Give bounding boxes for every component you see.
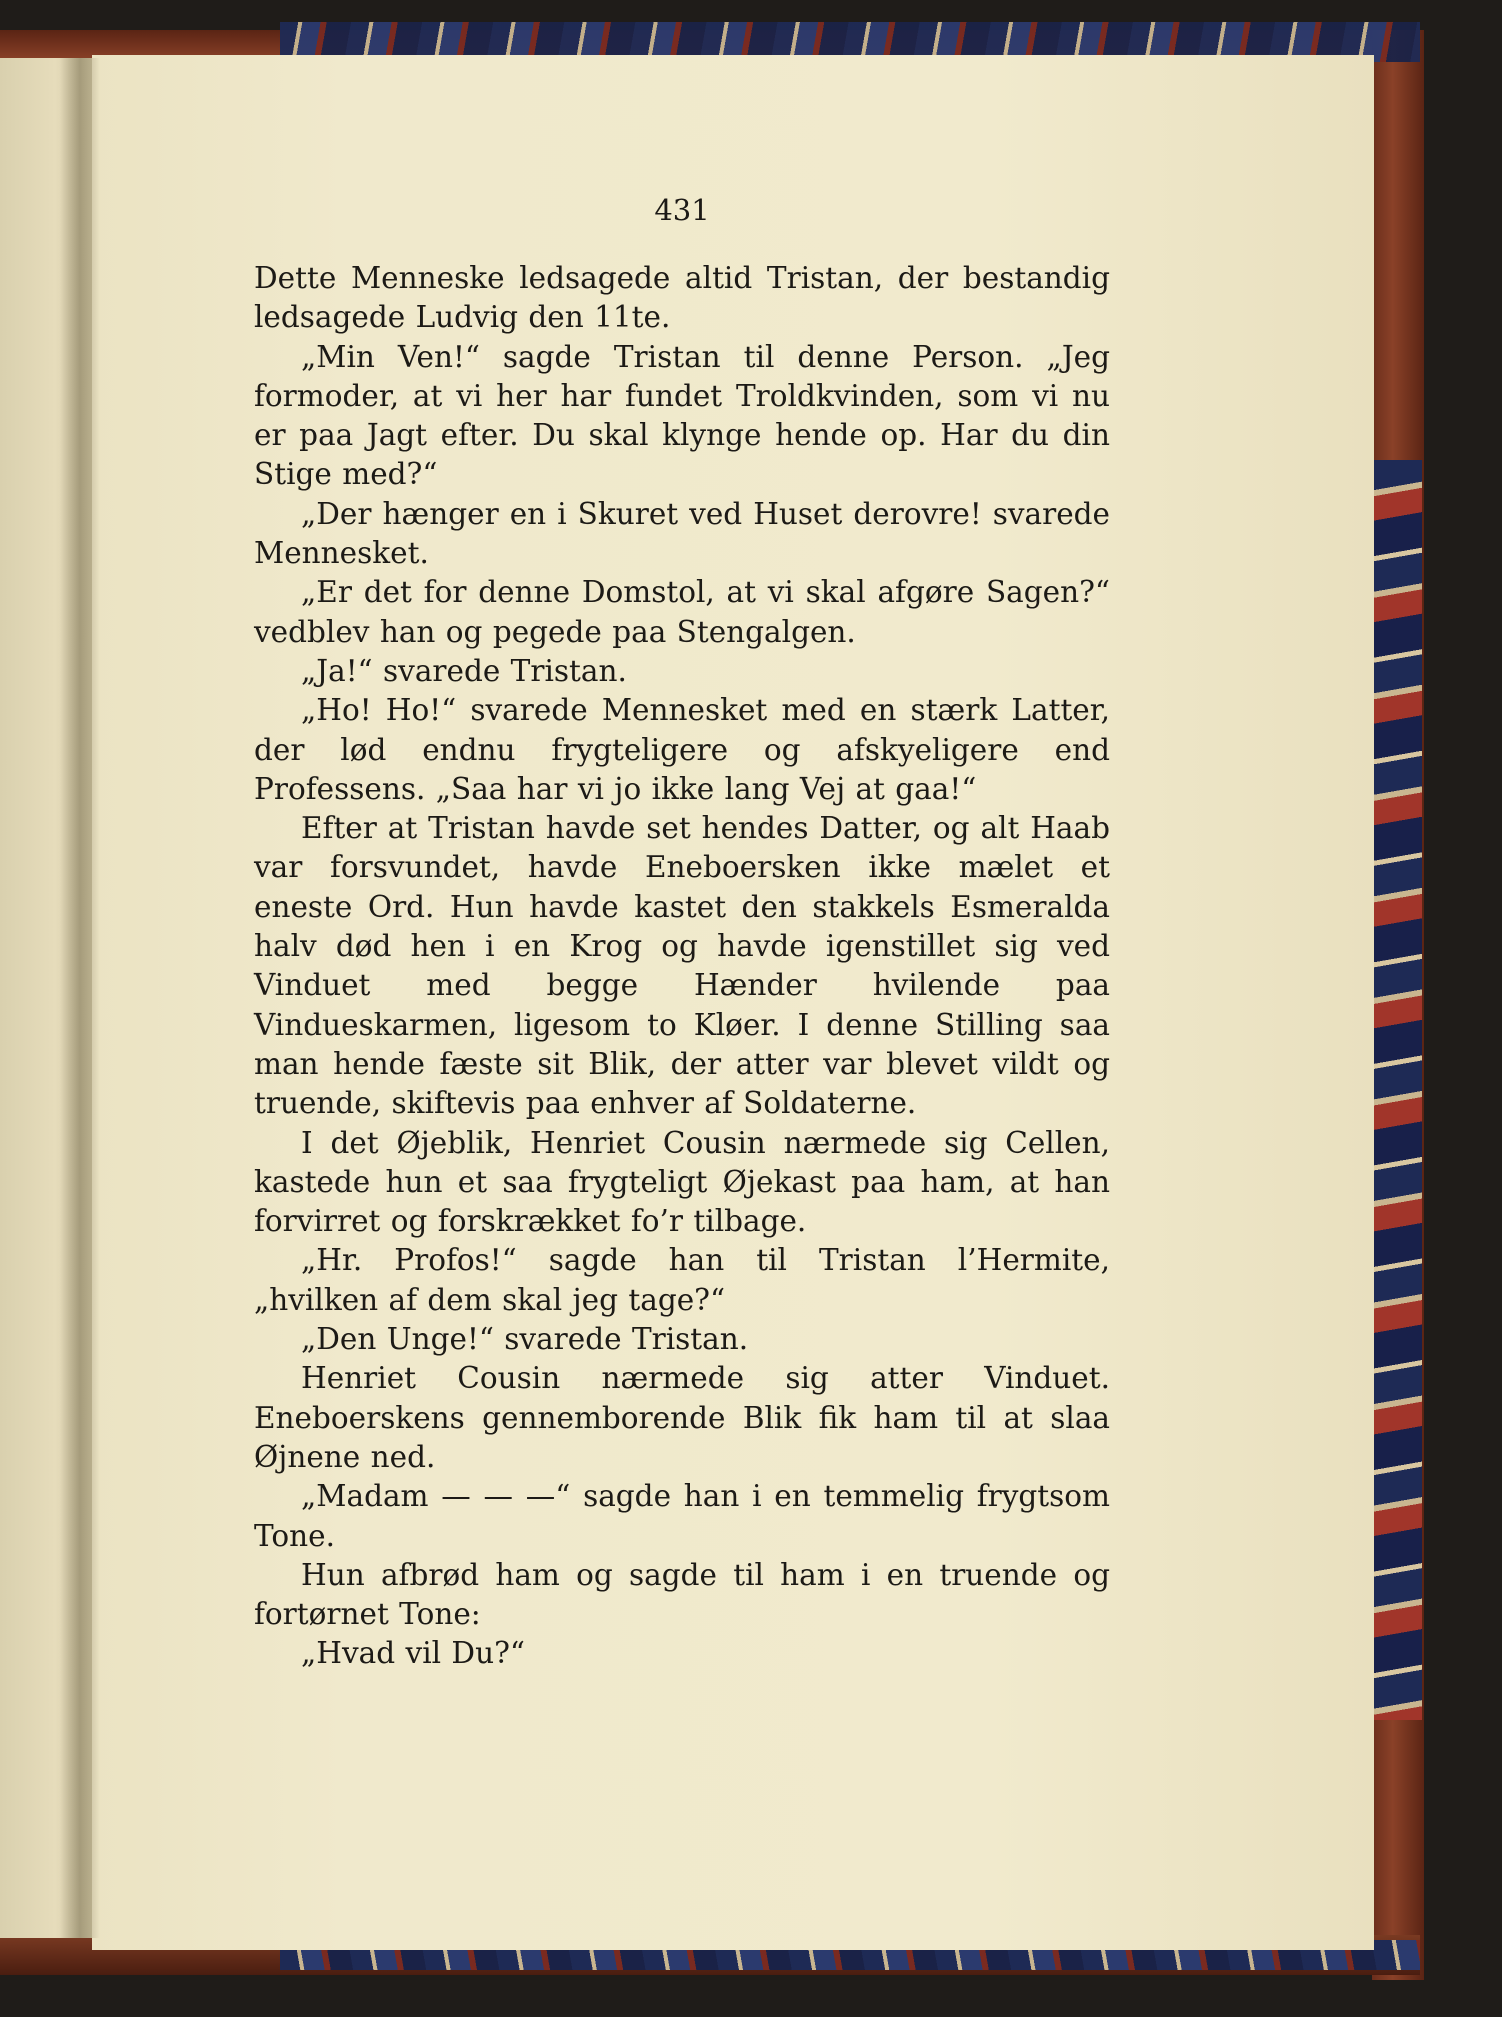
- body-text: [254, 259, 1110, 1674]
- paragraph: Henriet Cousin nærmede sig atter Vinduet. Eneboerskens gennemborende Blik fik ham til at slaa Øjnene ned.: [254, 1361, 1110, 1474]
- paragraph: „Hvad vil Du?“: [301, 1636, 525, 1671]
- marbled-endpaper-right: [1372, 460, 1422, 1720]
- paragraph: Dette Menneske ledsagede altid Tristan, der bestandig ledsagede Ludvig den 11te.: [254, 261, 1110, 335]
- paragraph: „Den Unge!“ svarede Tristan.: [301, 1322, 749, 1357]
- paragraph: Hun afbrød ham og sagde til ham i en truende og fortørnet Tone:: [254, 1557, 1110, 1632]
- paragraph: „Hr. Profos!“ sagde han til Tristan l’Hermite, „hvilken af dem skal jeg tage?“: [254, 1243, 1110, 1317]
- page-number: 431: [654, 193, 710, 227]
- page-text-block: [254, 180, 1110, 1674]
- paragraph: I det Øjeblik, Henriet Cousin nærmede sig Cellen, kastede hun et saa frygteligt Øjekast paa ham, at han forvirret og forskrækket fo’r tilbage.: [254, 1125, 1110, 1239]
- paragraph: „Der hænger en i Skuret ved Huset derovre! svarede Mennesket.: [254, 496, 1110, 571]
- paragraph: „Min Ven!“ sagde Tristan til denne Person. „Jeg formoder, at vi her har fundet Troldkvinden, som vi nu er paa Jagt efter. Du skal klynge hende op. Har du din Stige med?“: [254, 339, 1110, 492]
- paragraph: „Ho! Ho!“ svarede Mennesket med en stærk Latter, der lød endnu frygteligere og afskyeligere end Professens. „Saa har vi jo ikke lang Vej at gaa!“: [254, 693, 1110, 806]
- page-gutter: [60, 58, 100, 1938]
- paragraph: „Er det for denne Domstol, at vi skal afgøre Sagen?“ vedblev han og pegede paa Stengalgen.: [254, 575, 1110, 649]
- paragraph: „Madam — — —“ sagde han i en temmelig frygtsom Tone.: [254, 1479, 1110, 1553]
- paragraph: „Ja!“ svarede Tristan.: [301, 653, 627, 688]
- paragraph: Efter at Tristan havde set hendes Datter, og alt Haab var forsvundet, havde Eneboersken ikke mælet et eneste Ord. Hun havde kastet den stakkels Esmeralda halv død hen i en Krog og havde igenstillet sig ved Vinduet med begge Hænder hvilende paa Vindueskarmen, ligesom to Kløer. I denne Stilling saa man hende fæste sit Blik, der atter var blevet vildt og truende, skiftevis paa enhver af Soldaterne.: [254, 811, 1110, 1121]
